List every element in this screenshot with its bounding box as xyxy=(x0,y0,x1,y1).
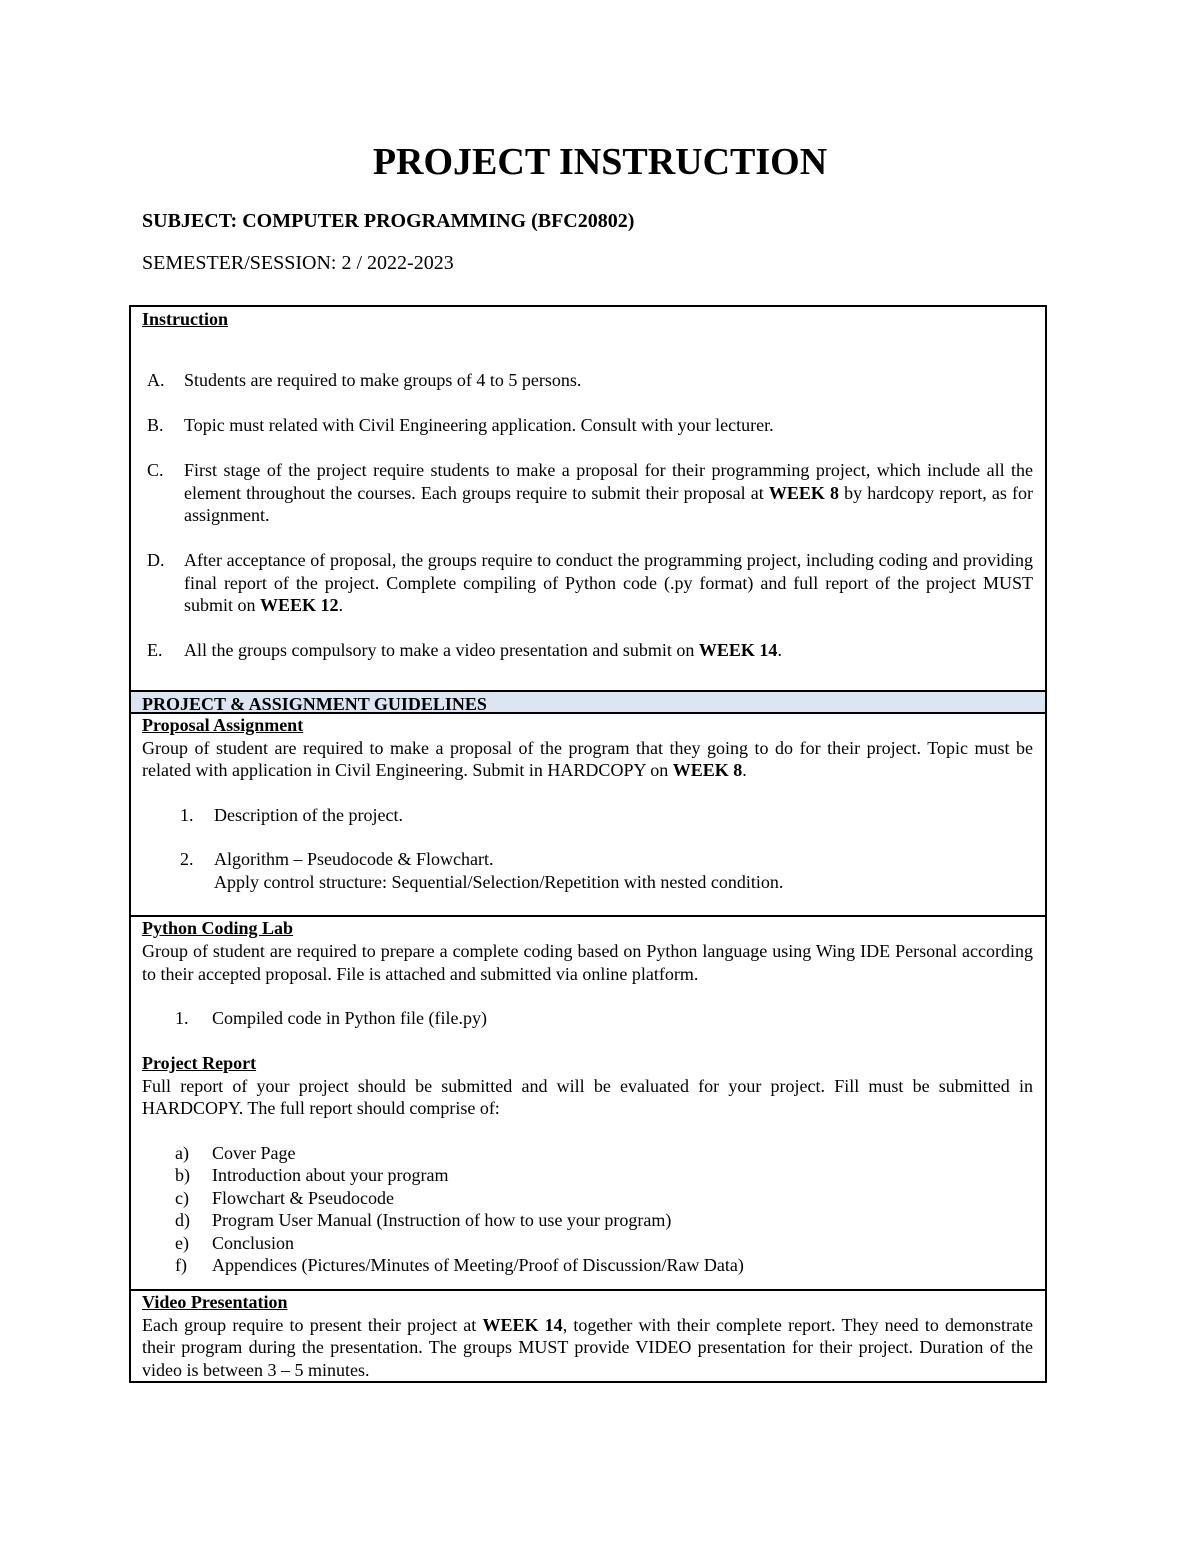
list-item xyxy=(142,1187,1033,1210)
instruction-heading: Instruction xyxy=(142,309,229,329)
python-lab-list xyxy=(142,1007,1033,1030)
list-item xyxy=(142,1254,1033,1277)
list-item-text: Conclusion xyxy=(212,1232,295,1253)
list-marker: E. xyxy=(147,640,163,660)
list-item xyxy=(142,639,1033,662)
list-item-text: Algorithm – Pseudocode & Flowchart. Apply control structure: Sequential/Selection/Repetition with nested condition. xyxy=(214,849,784,892)
instruction-cell xyxy=(131,307,1045,690)
week-emphasis: WEEK 14 xyxy=(482,1314,563,1335)
proposal-heading: Proposal Assignment xyxy=(142,714,304,735)
list-item-text: After acceptance of proposal, the groups require to conduct the programming project, including coding and providing final report of the project. Complete compiling of Python code (.py format) and full report of the project MUST submit on WEEK 12. xyxy=(184,550,1033,615)
list-item-text: Flowchart & Pseudocode xyxy=(212,1187,394,1208)
list-item xyxy=(142,1164,1033,1187)
list-item-text: Appendices (Pictures/Minutes of Meeting/Proof of Discussion/Raw Data) xyxy=(212,1255,744,1275)
report-list xyxy=(142,1142,1033,1277)
python-lab-text: Group of student are required to prepare a complete coding based on Python language using Wing IDE Personal according to their accepted proposal. File is attached and submitted via online platform. xyxy=(142,941,1033,984)
list-item-text: Description of the project. xyxy=(214,804,403,825)
list-item xyxy=(142,369,1033,392)
proposal-cell xyxy=(131,714,1045,916)
semester-line: SEMESTER/SESSION: 2 / 2022-2023 xyxy=(142,252,454,274)
list-marker: e) xyxy=(175,1232,189,1253)
list-item-text: Introduction about your program xyxy=(212,1165,449,1185)
list-item xyxy=(142,804,1033,827)
list-item-text: All the groups compulsory to make a video presentation and submit on WEEK 14. xyxy=(184,640,782,660)
week-emphasis: WEEK 14 xyxy=(698,640,778,660)
report-text: Full report of your project should be submitted and will be evaluated for your project. Fill must be submitted in HARDCOPY. The full report should comprise of: xyxy=(142,1075,1033,1118)
instruction-list xyxy=(142,369,1033,662)
list-item-text: Topic must related with Civil Engineering application. Consult with your lecturer. xyxy=(184,415,774,435)
coding-report-cell xyxy=(131,915,1045,1289)
proposal-text: Group of student are required to make a proposal of the program that they going to do for their project. Topic must be related with application in Civil Engineering. Submit in HARDCOPY on WEEK 8. xyxy=(142,737,1033,780)
week-emphasis: WEEK 12 xyxy=(260,595,339,615)
list-marker: d) xyxy=(175,1210,190,1230)
list-item xyxy=(142,414,1033,437)
video-text: Each group require to present their project at WEEK 14, together with their complete report. They need to demonstrate their program during the presentation. The groups MUST provide VIDEO presentation for their project. Duration of the video is between 3 – 5 minutes. xyxy=(142,1314,1033,1380)
week-emphasis: WEEK 8 xyxy=(672,760,743,780)
week-emphasis: WEEK 8 xyxy=(768,482,839,503)
subject-line: SUBJECT: COMPUTER PROGRAMMING (BFC20802) xyxy=(142,210,635,232)
page-title: PROJECT INSTRUCTION xyxy=(372,141,828,183)
list-marker: B. xyxy=(147,415,164,435)
list-marker: 2. xyxy=(180,849,194,869)
list-marker: f) xyxy=(175,1255,187,1275)
report-heading: Project Report xyxy=(142,1052,257,1073)
list-item-text: Cover Page xyxy=(212,1142,296,1163)
list-item-text: Students are required to make groups of 4 to 5 persons. xyxy=(184,370,582,390)
list-item xyxy=(142,848,1033,893)
python-lab-heading: Python Coding Lab xyxy=(142,918,294,938)
list-item xyxy=(142,459,1033,527)
list-marker: C. xyxy=(147,460,164,480)
list-marker: 1. xyxy=(180,804,194,825)
guidelines-header: PROJECT & ASSIGNMENT GUIDELINES xyxy=(131,690,1045,714)
list-item xyxy=(142,1142,1033,1165)
list-item xyxy=(142,1007,1033,1030)
list-marker: A. xyxy=(147,370,165,390)
list-item-text: Program User Manual (Instruction of how to use your program) xyxy=(212,1210,672,1230)
list-marker: c) xyxy=(175,1187,189,1208)
video-cell xyxy=(131,1289,1045,1382)
list-item-text: Compiled code in Python file (file.py) xyxy=(212,1008,487,1028)
list-item xyxy=(142,1232,1033,1255)
video-heading: Video Presentation xyxy=(142,1291,288,1312)
list-marker: a) xyxy=(175,1142,189,1163)
list-marker: b) xyxy=(175,1165,190,1185)
list-item xyxy=(142,1209,1033,1232)
instruction-table xyxy=(129,305,1047,1383)
list-item xyxy=(142,549,1033,617)
list-marker: 1. xyxy=(175,1008,189,1028)
proposal-list xyxy=(142,804,1033,894)
list-marker: D. xyxy=(147,550,165,570)
list-item-text: First stage of the project require students to make a proposal for their programming project, which include all the element throughout the courses. Each groups require to submit their proposal at WEEK 8 by hardcopy report, as for assignment. xyxy=(184,460,1033,525)
